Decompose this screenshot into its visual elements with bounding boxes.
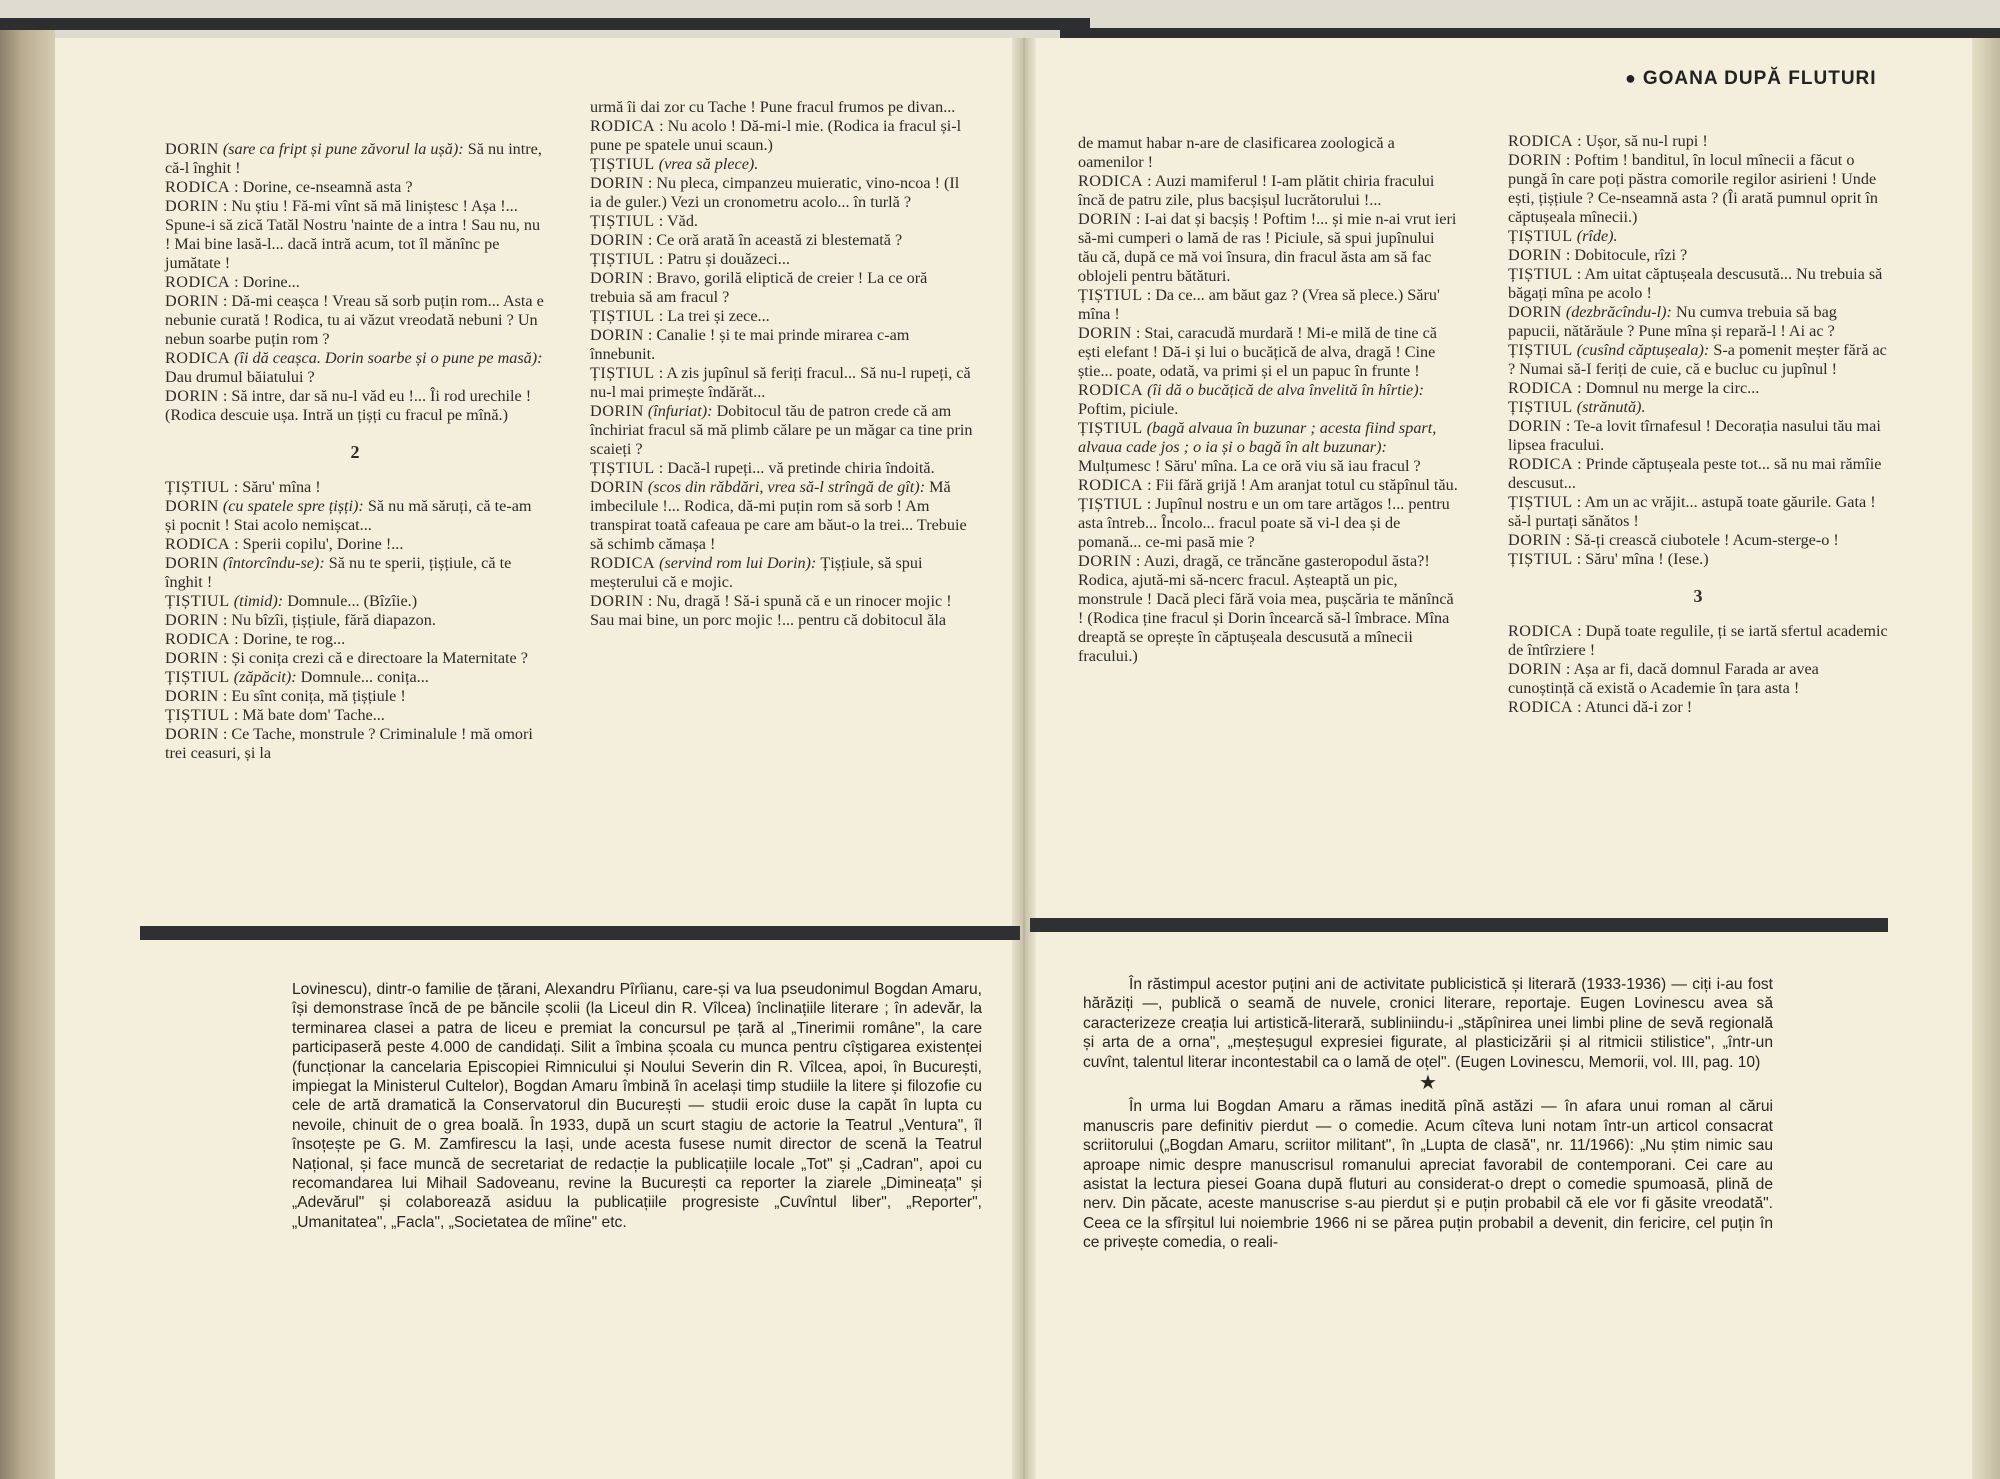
speaker-name: ȚIȘTIUL: [165, 478, 230, 496]
play-line: [165, 725, 545, 763]
dialogue-text: : Să-ți crească ciubotele ! Acum-sterge-o !: [1561, 531, 1839, 549]
dialogue-text: de mamut habar n-are de clasificarea zoologică a oamenilor !: [1078, 134, 1395, 171]
dialogue-text: : Ce Tache, monstrule ? Criminalule ! mă omori trei ceasuri, și la: [165, 725, 533, 762]
play-line: [1508, 660, 1888, 698]
dialogue-text: : Nu, dragă ! Să-i spună că e un rinocer mojic ! Sau mai bine, un porc mojic !... pentru că dobitocul ăla: [590, 592, 952, 629]
stage-direction: (scos din răbdări, vrea să-l strîngă de gît):: [643, 478, 930, 496]
play-line: [165, 497, 545, 535]
running-head: [1625, 68, 1985, 94]
speaker-name: ȚIȘTIUL: [1508, 227, 1573, 245]
speaker-name: ȚIȘTIUL: [165, 706, 230, 724]
speaker-name: RODICA: [1508, 455, 1574, 473]
speaker-name: DORIN: [1508, 246, 1562, 264]
play-line: [1508, 493, 1888, 531]
play-line: [1078, 552, 1458, 666]
speaker-name: ȚIȘTIUL: [590, 212, 655, 230]
play-line: [1078, 134, 1458, 172]
play-line: [590, 98, 975, 117]
speaker-name: RODICA: [590, 554, 656, 572]
stage-direction: (îi dă o bucățică de alva învelită în hîrtie):: [1143, 381, 1425, 399]
cover-top-edge-right: [1060, 28, 2000, 38]
play-line: [165, 592, 545, 611]
dialogue-text: Mulțumesc ! Săru' mîna. La ce oră viu să iau fracul ?: [1078, 457, 1421, 475]
right-page-edge: [1972, 38, 2000, 1479]
dialogue-text: : Mă bate dom' Tache...: [229, 706, 385, 724]
speaker-name: DORIN: [165, 197, 219, 215]
speaker-name: ȚIȘTIUL: [1078, 495, 1143, 513]
stage-direction: (vrea să plece).: [654, 155, 759, 173]
dialogue-text: : Eu sînt conița, mă țișțiule !: [218, 687, 406, 705]
speaker-name: DORIN: [590, 269, 644, 287]
speaker-name: DORIN: [1078, 324, 1132, 342]
speaker-name: ȚIȘTIUL: [1078, 419, 1143, 437]
play-line: [590, 155, 975, 174]
speaker-name: RODICA: [1508, 379, 1574, 397]
dialogue-text: Poftim, piciule.: [1078, 400, 1179, 418]
play-line: [165, 554, 545, 592]
star-separator-icon: ★: [1419, 1072, 1437, 1095]
essay-right-column: [1083, 975, 1773, 1253]
speaker-name: RODICA: [1508, 698, 1574, 716]
speaker-name: DORIN: [590, 326, 644, 344]
dialogue-text: : Nu știu ! Fă-mi vînt să mă liniștesc ! Așa !... Spune-i să zică Tatăl Nostru 'nainte de a intra ! Sau nu, nu ! Mai bine lasă-l... dacă intră acum, tot îl mănînc pe jumătate !: [165, 197, 541, 272]
play-line: [165, 292, 545, 349]
speaker-name: DORIN: [165, 140, 219, 158]
speaker-name: DORIN: [165, 725, 219, 743]
play-line: [1078, 476, 1458, 495]
dialogue-text: : Auzi mamiferul ! I-am plătit chiria fracului încă de patru zile, plus bacșișul lucrătorului !...: [1078, 172, 1435, 209]
stage-direction: (servind rom lui Dorin):: [655, 554, 821, 572]
play-line: [165, 668, 545, 687]
speaker-name: DORIN: [165, 649, 219, 667]
dialogue-text: : Am un ac vrăjit... astupă toate găurile. Gata ! să-l purtați sănătos !: [1508, 493, 1876, 530]
dialogue-text: : Atunci dă-i zor !: [1573, 698, 1693, 716]
speaker-name: DORIN: [1508, 417, 1562, 435]
speaker-name: DORIN: [590, 592, 644, 610]
bullet-icon: ●: [1625, 68, 1637, 88]
speaker-name: DORIN: [590, 231, 644, 249]
play-line: [165, 387, 545, 425]
stage-direction: (cu spatele spre țișți):: [218, 497, 368, 515]
play-line: [165, 478, 545, 497]
dialogue-text: : Nu acolo ! Dă-mi-l mie. (Rodica ia fracul și-l pune pe spatele unui scaun.): [590, 117, 962, 154]
play-line: [165, 649, 545, 668]
essay-paragraph: Lovinescu), dintr-o familie de țărani, Alexandru Pîrîianu, care-și va lua pseudonimul Bogdan Amaru, își demonstrase încă de pe băncile școlii (la Liceul din R. Vîlcea) înclinațiile literare ; în adevăr, la terminarea clasei a patra de liceu e premiat la concursul pe țară al „Tinerimii române", la care participaseră peste 4.000 de candidați. Silit a îmbina școala cu munca pentru cîștigarea existenței (funcționar la cancelaria Episcopiei Rimnicului și Noului Severin din R. Vîlcea, apoi, în București, impiegat la Ministerul Cultelor), Bogdan Amaru îmbină în același timp studiile la litere și filozofie cu cele de artă dramatică la Conservatorul din București — studii eroic duse la capăt în lupta cu nevoile, chinuit de o grea boală. În 1933, după un scurt stagiu de actorie la Teatrul „Ventura", îl însoțește pe G. M. Zamfirescu la Iași, unde acesta fusese numit director de scenă la Teatrul Național, și face muncă de secretariat de redacție la publicațiile locale „Tot" și „Cadran", apoi cu recomandarea lui Mihail Sadoveanu, revine la București ca reporter la ziarele „Dimineața" și „Adevărul" și colaborează asiduu la publicațiile progresiste „Cuvîntul liber", „Reporter", „Umanitatea", „Facla", „Societatea de mîine" etc.: [292, 981, 982, 1231]
speaker-name: ȚIȘTIUL: [590, 307, 655, 325]
speaker-name: ȚIȘTIUL: [590, 250, 655, 268]
speaker-name: DORIN: [1508, 531, 1562, 549]
stage-direction: (dezbrăcîndu-l):: [1561, 303, 1676, 321]
play-line: [1508, 341, 1888, 379]
play-line: [590, 117, 975, 155]
speaker-name: RODICA: [165, 273, 231, 291]
play-line: [1508, 531, 1888, 550]
dialogue-text: Să nu mă săruți, că te-am și pocnit ! Stai acolo nemișcat...: [165, 497, 532, 534]
play-line: [590, 269, 975, 307]
essay-paragraph: În răstimpul acestor puțini ani de activitate publicistică și literară (1933-1936) — ciți i-au fost hărăziți —, publică o seamă de nuvele, cronici literare, reportaje. Eugen Lovinescu avea să caracterizeze creația lui artistică-literară, subliniindu-i „stăpînirea unei limbi pline de sevă regională și arta de a orna", „meșteșugul expresiei figurate, al plasticizării și al ritmicii stilistice", „într-un cuvînt, talentul literar incontestabil ca o lamă de oțel". (Eugen Lovinescu, Memorii, vol. III, pag. 10): [1083, 976, 1773, 1071]
speaker-name: DORIN: [165, 554, 219, 572]
book-gutter: [1012, 38, 1036, 1479]
play-line: [165, 140, 545, 178]
divider-band-right: [1030, 918, 1888, 932]
speaker-name: DORIN: [165, 611, 219, 629]
dialogue-text: : Ușor, să nu-l rupi !: [1573, 132, 1708, 150]
dialogue-text: : Jupînul nostru e un om tare artăgos !... pentru asta întreb... Încolo... fracul poate să vi-l dea și de pomană... ce-mi pasă mie ?: [1078, 495, 1450, 551]
play-lines-4a: [1508, 132, 1888, 569]
scene-number-3: 3: [1693, 586, 1703, 606]
play-column-2: [590, 98, 975, 630]
play-line: [165, 611, 545, 630]
dialogue-text: Să nu te sperii, țișțiule, că te înghit !: [165, 554, 512, 591]
play-line: [1508, 417, 1888, 455]
speaker-name: ȚIȘTIUL: [590, 459, 655, 477]
dialogue-text: : Dorine, te rog...: [230, 630, 346, 648]
essay-paragraph: În urma lui Bogdan Amaru a rămas inedită pînă astăzi — în afara unui roman al cărui manuscris pare definitiv pierdut — o comedie. Acum cîteva luni notam într-un articol consacrat scriitorului („Bogdan Amaru, scriitor militant", în „Lupta de clasă", nr. 11/1966): „Nu știm nimic sau aproape nimic despre manuscrisul romanului apreciat favorabil de contemporani. Cei care au asistat la lectura piesei Goana după fluturi au considerat-o drept o comedie spumoasă, plină de nerv. Din păcate, aceste manuscrise s-au pierdut și e puțin probabil că ele vor fi găsite vreodată". Ceea ce la sfîrșitul lui noiembrie 1966 ni se părea puțin probabil a devenit, din fericire, cel puțin în ce privește comedia, o reali-: [1083, 1098, 1773, 1252]
play-line: [590, 592, 975, 630]
dialogue-text: : Dacă-l rupeți... vă pretinde chiria îndoită.: [654, 459, 935, 477]
dialogue-text: : Canalie ! și te mai prinde mirarea c-am înnebunit.: [590, 326, 910, 363]
play-line: [590, 478, 975, 554]
speaker-name: RODICA: [1508, 132, 1574, 150]
play-line: [165, 535, 545, 554]
play-lines-1b: [165, 478, 545, 763]
dialogue-text: : Poftim ! banditul, în locul mînecii a făcut o pungă în care poți păstra comorile regilor asirieni ! Unde ești, țișțiule ? Ce-nseamnă asta ? (Îi arată pumnul oprit în căptușeala mînecii.): [1508, 151, 1878, 226]
speaker-name: RODICA: [165, 630, 231, 648]
speaker-name: RODICA: [1078, 381, 1144, 399]
play-line: [165, 349, 545, 387]
play-line: [1508, 622, 1888, 660]
play-line: [590, 402, 975, 459]
play-column-1: [165, 140, 545, 763]
play-line: [165, 178, 545, 197]
play-line: [165, 706, 545, 725]
play-line: [1508, 303, 1888, 341]
dialogue-text: : După toate regulile, ți se iartă sfertul academic de întîrziere !: [1508, 622, 1888, 659]
play-line: [590, 307, 975, 326]
speaker-name: DORIN: [165, 292, 219, 310]
play-line: [1508, 265, 1888, 303]
play-line: [590, 212, 975, 231]
dialogue-text: : Sperii copilu', Dorine !...: [230, 535, 404, 553]
dialogue-text: : Și conița crezi că e directoare la Maternitate ?: [218, 649, 528, 667]
stage-direction: (timid):: [229, 592, 288, 610]
play-line: [165, 197, 545, 273]
dialogue-text: Dau drumul băiatului ?: [165, 368, 315, 386]
play-lines-3: [1078, 134, 1458, 666]
speaker-name: ȚIȘTIUL: [1508, 265, 1573, 283]
play-line: [590, 231, 975, 250]
play-line: [165, 273, 545, 292]
dialogue-text: : Dorine...: [230, 273, 300, 291]
play-line: [1508, 246, 1888, 265]
dialogue-text: : Săru' mîna !: [229, 478, 321, 496]
dialogue-text: : Să intre, dar să nu-l văd eu !... Îi rod urechile ! (Rodica descuie ușa. Intră un țișți cu fracul pe mînă.): [165, 387, 532, 424]
dialogue-text: : Fii fără grijă ! Am aranjat totul cu stăpînul tău.: [1143, 476, 1458, 494]
play-line: [590, 459, 975, 478]
play-line: [590, 326, 975, 364]
stage-direction: (bagă alvaua în buzunar ; acesta fiind spart, alvaua cade jos ; o ia și o bagă în alt buzunar):: [1078, 419, 1437, 456]
play-line: [590, 364, 975, 402]
play-line: [590, 554, 975, 592]
speaker-name: DORIN: [1508, 660, 1562, 678]
dialogue-text: : Am uitat căptușeala descusută... Nu trebuia să băgați mîna pe acolo !: [1508, 265, 1883, 302]
play-line: [1078, 419, 1458, 476]
dialogue-text: Nu cumva trebuia să bag papucii, nătărăule ? Pune mîna și repară-l ! Ai ac ?: [1508, 303, 1837, 340]
speaker-name: DORIN: [1508, 303, 1562, 321]
speaker-name: RODICA: [1508, 622, 1574, 640]
speaker-name: DORIN: [165, 387, 219, 405]
dialogue-text: : Prinde căptușeala peste tot... să nu mai rămîie descusut...: [1508, 455, 1882, 492]
dialogue-text: : La trei și zece...: [654, 307, 770, 325]
page-stack-edge: [0, 30, 55, 1479]
dialogue-text: : A zis jupînul să feriți fracul... Să nu-l rupeți, că nu-l mai primește îndărăt...: [590, 364, 971, 401]
dialogue-text: Domnule... conița...: [300, 668, 429, 686]
play-line: [165, 687, 545, 706]
play-line: [1078, 381, 1458, 419]
divider-band-left: [140, 926, 1020, 940]
play-line: [1508, 398, 1888, 417]
speaker-name: ȚIȘTIUL: [590, 155, 655, 173]
dialogue-text: Să nu intre, că-l înghit !: [165, 140, 542, 177]
speaker-name: DORIN: [590, 174, 644, 192]
dialogue-text: urmă îi dai zor cu Tache ! Pune fracul frumos pe divan...: [590, 98, 956, 116]
dialogue-text: : Auzi, dragă, ce trăncăne gasteropodul ăsta?! Rodica, ajută-mi să-ncerc fracul. Așteaptă un pic, monstrule ! Dacă pleci fără voia mea, pușcăria te mănîncă ! (Rodica ține fracul și Dorin încearcă să-l îmbrace. Mîna dreaptă se oprește în căptușeala descusută a mînecii fracului.): [1078, 552, 1454, 665]
play-lines-1a: [165, 140, 545, 425]
dialogue-text: : Patru și douăzeci...: [654, 250, 790, 268]
play-column-3: [1078, 134, 1458, 666]
play-line: [1508, 698, 1888, 717]
dialogue-text: : Bravo, gorilă eliptică de creier ! La ce oră trebuia să am fracul ?: [590, 269, 928, 306]
play-line: [1508, 550, 1888, 569]
play-line: [1508, 132, 1888, 151]
dialogue-text: : I-ai dat și bacșiș ! Poftim !... și mie n-ai vrut ieri să-mi cumperi o lamă de ras ! Piciule, să spui jupînului tău că, după ce mă voi însura, din fracul ăsta am să fac oblojeli pentru bătături.: [1078, 210, 1457, 285]
play-column-4: [1508, 132, 1888, 717]
speaker-name: RODICA: [590, 117, 656, 135]
stage-direction: (rîde).: [1572, 227, 1618, 245]
scene-number-2: 2: [350, 442, 360, 462]
play-line: [1508, 455, 1888, 493]
speaker-name: DORIN: [590, 402, 644, 420]
play-line: [1078, 286, 1458, 324]
speaker-name: ȚIȘTIUL: [1508, 398, 1573, 416]
play-line: [1078, 210, 1458, 286]
speaker-name: ȚIȘTIUL: [590, 364, 655, 382]
speaker-name: DORIN: [590, 478, 644, 496]
play-line: [1078, 172, 1458, 210]
speaker-name: ȚIȘTIUL: [1508, 550, 1573, 568]
play-lines-2: [590, 98, 975, 630]
dialogue-text: : Ce oră arată în această zi blestemată ?: [643, 231, 903, 249]
stage-direction: (strănută).: [1572, 398, 1646, 416]
speaker-name: RODICA: [165, 349, 231, 367]
dialogue-text: : Văd.: [654, 212, 698, 230]
speaker-name: RODICA: [1078, 172, 1144, 190]
dialogue-text: Mă imbecilule !... Rodica, dă-mi puțin rom să sorb ! Am transpirat toată cafeaua pe care am băut-o la trei... Trebuie să schimb cămașa !: [590, 478, 967, 553]
dialogue-text: : Așa ar fi, dacă domnul Farada ar avea cunoștință că există o Academie în țara asta !: [1508, 660, 1819, 697]
speaker-name: DORIN: [1078, 210, 1132, 228]
stage-direction: (îi dă ceașca. Dorin soarbe și o pune pe masă):: [230, 349, 543, 367]
speaker-name: ȚIȘTIUL: [165, 668, 230, 686]
play-line: [1078, 495, 1458, 552]
speaker-name: DORIN: [1078, 552, 1132, 570]
dialogue-text: S-a pomenit meșter fără ac ? Numai să-I feriți de cuie, că e bucluc cu jupînul !: [1508, 341, 1887, 378]
dialogue-text: : Dobitocule, rîzi ?: [1561, 246, 1688, 264]
stage-direction: (sare ca fript și pune zăvorul la ușă):: [218, 140, 468, 158]
dialogue-text: Dobitocul tău de patron crede că am închiriat fracul să mă plimb călare pe un măgar ca tine prin scaieți ?: [590, 402, 973, 458]
dialogue-text: : Da ce... am băut gaz ? (Vrea să plece.) Săru' mîna !: [1078, 286, 1440, 323]
speaker-name: RODICA: [165, 535, 231, 553]
play-line: [590, 250, 975, 269]
dialogue-text: : Domnul nu merge la circ...: [1573, 379, 1760, 397]
dialogue-text: : Săru' mîna ! (Iese.): [1572, 550, 1709, 568]
stage-direction: (zăpăcit):: [229, 668, 301, 686]
dialogue-text: : Stai, caracudă murdară ! Mi-e milă de tine că ești elefant ! Dă-i și lui o bucățică de alva, dragă ! Cine știe... poate, odată, va primi și el un papuc în frunte !: [1078, 324, 1437, 380]
speaker-name: ȚIȘTIUL: [1078, 286, 1143, 304]
play-line: [1508, 227, 1888, 246]
speaker-name: ȚIȘTIUL: [165, 592, 230, 610]
dialogue-text: Țișțiule, să spui meșterului că e mojic.: [590, 554, 923, 591]
play-line: [165, 630, 545, 649]
play-line: [1508, 151, 1888, 227]
speaker-name: RODICA: [165, 178, 231, 196]
stage-direction: (cusînd căptușeala):: [1572, 341, 1714, 359]
play-line: [590, 174, 975, 212]
dialogue-text: : Dorine, ce-nseamnă asta ?: [230, 178, 413, 196]
play-line: [1078, 324, 1458, 381]
stage-direction: (întorcîndu-se):: [218, 554, 329, 572]
play-lines-4b: [1508, 622, 1888, 717]
speaker-name: DORIN: [1508, 151, 1562, 169]
speaker-name: DORIN: [165, 687, 219, 705]
play-line: [1508, 379, 1888, 398]
dialogue-text: : Dă-mi ceașca ! Vreau să sorb puțin rom... Asta e nebunie curată ! Rodica, tu ai văzut vreodată nebuni ? Un nebun soarbe puțin rom ?: [165, 292, 544, 348]
speaker-name: ȚIȘTIUL: [1508, 493, 1573, 511]
dialogue-text: Domnule... (Bîzîie.): [287, 592, 418, 610]
stage-direction: (înfuriat):: [643, 402, 717, 420]
speaker-name: DORIN: [165, 497, 219, 515]
essay-left-column: [292, 980, 982, 1232]
speaker-name: RODICA: [1078, 476, 1144, 494]
cover-top-edge-left: [0, 18, 1090, 30]
running-head-title: GOANA DUPĂ FLUTURI: [1642, 68, 1877, 89]
dialogue-text: : Nu pleca, cimpanzeu muieratic, vino-ncoa ! (Il ia de guler.) Vezi un cronometru acolo... în turlă ?: [590, 174, 960, 211]
speaker-name: ȚIȘTIUL: [1508, 341, 1573, 359]
dialogue-text: : Te-a lovit tîrnafesul ! Decorația nasului tău mai lipsea fracului.: [1508, 417, 1881, 454]
dialogue-text: : Nu bîzîi, țișțiule, fără diapazon.: [218, 611, 436, 629]
